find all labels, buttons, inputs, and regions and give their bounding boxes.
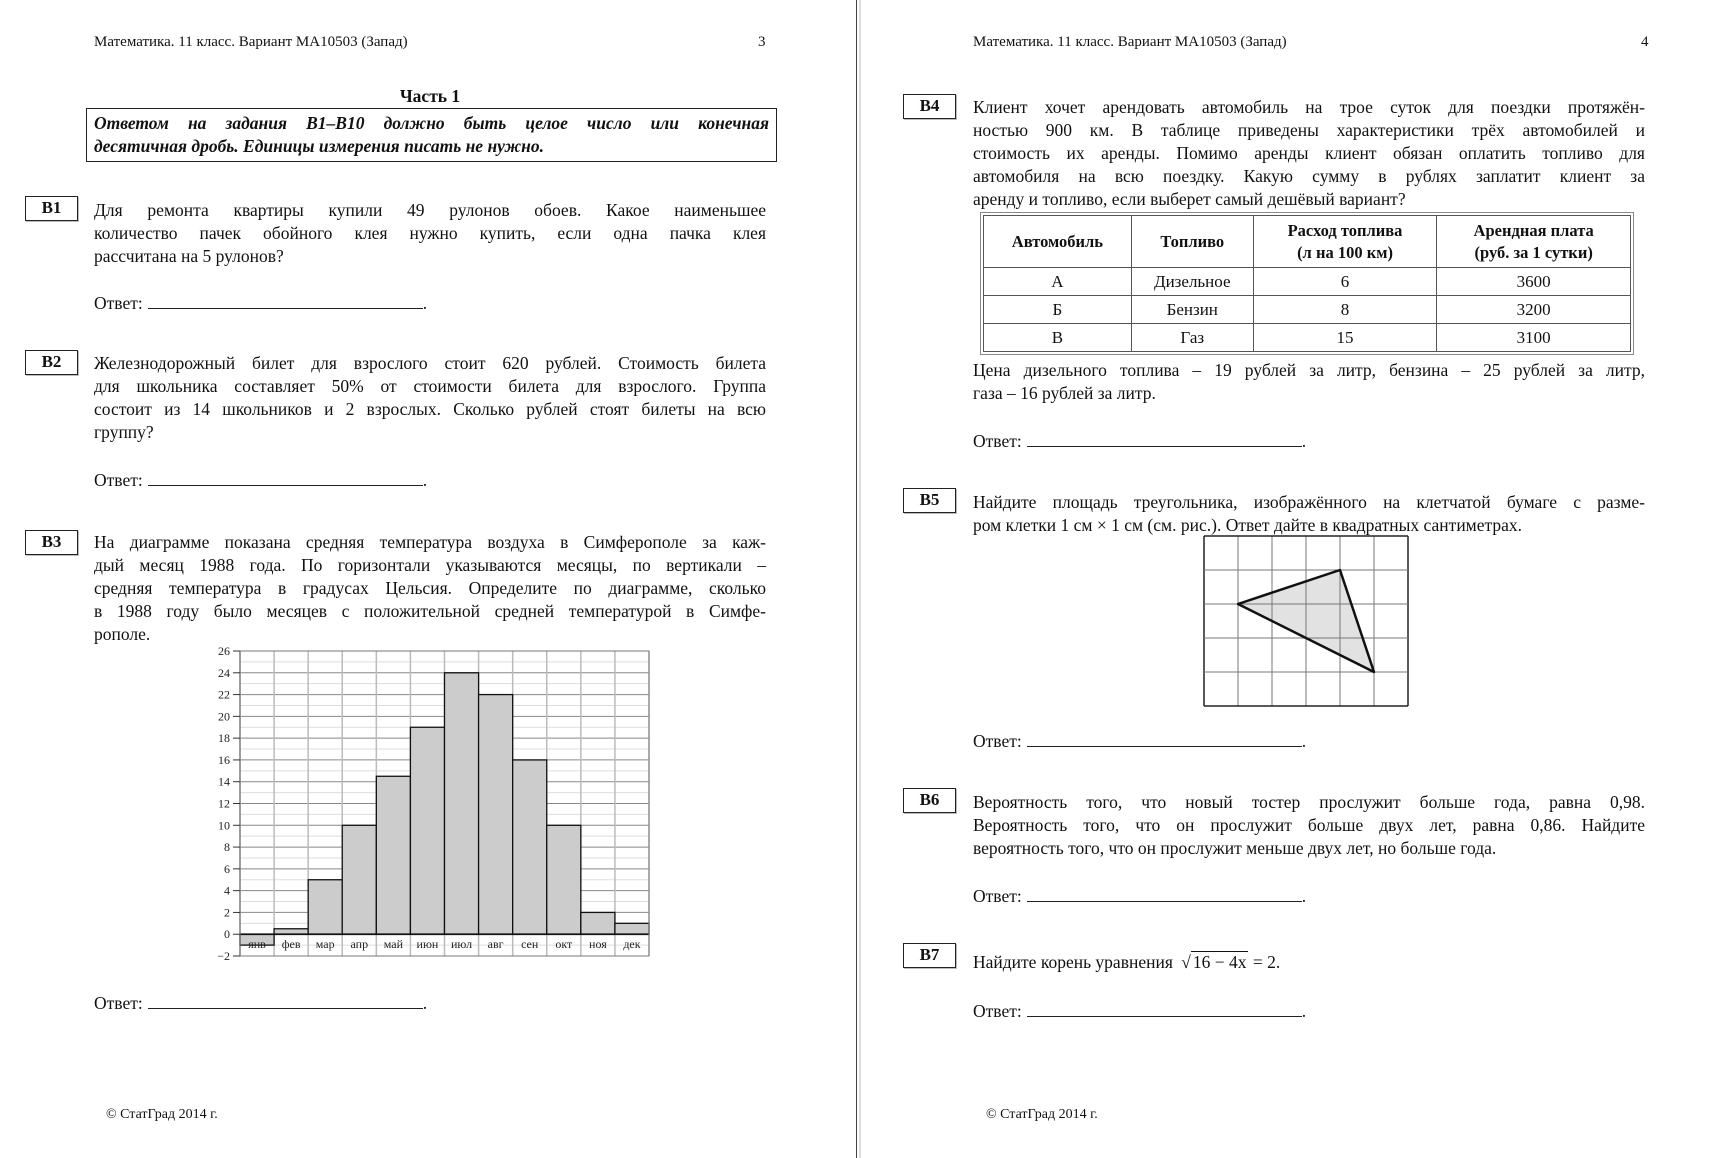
text-line: в 1988 году было месяцев с положительной средней температурой в Симфе- [94, 601, 766, 621]
footer-copyright: © СтатГрад 2014 г. [986, 1107, 1098, 1122]
fuel-prices-text [973, 359, 1645, 405]
text-line: Найдите площадь треугольника, изображённого на клетчатой бумаге с разме- [973, 492, 1645, 512]
cell-car: А [984, 268, 1132, 296]
answer-label: Ответ: [973, 886, 1022, 906]
cell-fuel: Бензин [1131, 296, 1253, 324]
text-line: состоит из 14 школьников и 2 взрослых. Сколько рублей стоят билеты на всю [94, 399, 766, 419]
answer-label: Ответ: [973, 731, 1022, 751]
column-header-rent: Арендная плата (руб. за 1 сутки) [1437, 216, 1631, 268]
svg-text:8: 8 [224, 840, 230, 855]
page-divider-shadow [859, 0, 861, 1158]
svg-text:фев: фев [281, 937, 301, 952]
answer-b6: Ответ: . [973, 886, 1307, 906]
question-label-b2: B2 [25, 350, 78, 375]
answer-field[interactable] [148, 994, 423, 1009]
cell-consumption: 6 [1253, 268, 1437, 296]
svg-text:18: 18 [218, 731, 230, 746]
cell-car: Б [984, 296, 1132, 324]
part-title: Часть 1 [399, 86, 461, 106]
question-label-b5: B5 [903, 488, 956, 513]
answer-b2: Ответ: . [94, 470, 428, 490]
text-line: Для ремонта квартиры купили 49 рулонов обоев. Какое наименьшее [94, 200, 766, 220]
text-line: рассчитана на 5 рулонов? [94, 246, 284, 266]
cell-car: В [984, 324, 1132, 352]
answer-b1: Ответ: . [94, 293, 428, 313]
svg-text:янв: янв [248, 937, 266, 952]
answer-label: Ответ: [973, 431, 1022, 451]
question-label-b7: B7 [903, 943, 956, 968]
cell-consumption: 8 [1253, 296, 1437, 324]
svg-text:дек: дек [623, 937, 641, 952]
bar-сен [513, 760, 547, 934]
svg-text:20: 20 [218, 709, 230, 724]
svg-text:16: 16 [218, 752, 230, 767]
text-line: для школьника составляет 50% от стоимости билета для взрослого. Группа [94, 376, 766, 396]
svg-text:мар: мар [315, 937, 335, 952]
bar-июл [445, 673, 479, 934]
answer-b3: Ответ: . [94, 993, 428, 1013]
text-line: количество пачек обойного клея нужно купить, если одна пачка клея [94, 223, 766, 243]
question-label-b4: B4 [903, 94, 956, 119]
question-b3-text [94, 531, 766, 646]
column-header-car: Автомобиль [984, 216, 1132, 268]
table-row [984, 268, 1631, 296]
svg-text:июл: июл [451, 937, 473, 952]
instruction-line: десятичная дробь. Единицы измерения писать не нужно. [94, 136, 544, 156]
svg-text:ноя: ноя [589, 937, 607, 952]
page-header: Математика. 11 класс. Вариант МА10503 (Запад) [973, 34, 1287, 50]
question-b6-text [973, 791, 1645, 860]
question-b7-text [973, 951, 1280, 974]
question-b4-text [973, 96, 1645, 211]
text-line: автомобиля на всю поездку. Какую сумму в рублях заплатит клиент за [973, 166, 1645, 186]
table-row [984, 324, 1631, 352]
cell-rent: 3200 [1437, 296, 1631, 324]
svg-text:14: 14 [218, 774, 230, 789]
cell-fuel: Дизельное [1131, 268, 1253, 296]
text-line: аренду и топливо, если выберет самый дешёвый вариант? [973, 189, 1406, 209]
svg-text:12: 12 [218, 796, 230, 811]
cell-rent: 3600 [1437, 268, 1631, 296]
text-line: дый месяц 1988 года. По горизонтали указываются месяцы, по вертикали – [94, 555, 766, 575]
answer-label: Ответ: [973, 1001, 1022, 1021]
bar-авг [479, 695, 513, 935]
text-line: ностью 900 км. В таблице приведены характеристики трёх автомобилей и [973, 120, 1645, 140]
text-line: Клиент хочет арендовать автомобиль на трое суток для поездки протяжён- [973, 97, 1645, 117]
text-line: газа – 16 рублей за литр. [973, 383, 1156, 403]
svg-text:авг: авг [487, 937, 504, 952]
svg-text:−2: −2 [217, 949, 230, 963]
answer-field[interactable] [1027, 1002, 1302, 1017]
page-divider [856, 0, 857, 1158]
svg-text:22: 22 [218, 687, 230, 702]
question-label-b1: B1 [25, 196, 78, 221]
sqrt-symbol-icon: √ [1181, 952, 1191, 972]
question-b1-text [94, 199, 766, 268]
answer-label: Ответ: [94, 293, 143, 313]
text-line: рополе. [94, 624, 151, 644]
page-number: 4 [1641, 34, 1649, 50]
text-line: На диаграмме показана средняя температура воздуха в Симферополе за каж- [94, 532, 766, 552]
svg-text:2: 2 [224, 905, 230, 920]
text-line: Вероятность того, что новый тостер прослужит больше года, равна 0,98. [973, 792, 1645, 812]
instruction-line: Ответом на задания B1–B10 должно быть целое число или конечная [94, 113, 769, 133]
text-line: группу? [94, 422, 154, 442]
page-header: Математика. 11 класс. Вариант МА10503 (Запад) [94, 34, 408, 50]
text-line: средняя температура в градусах Цельсия. Определите по диаграмме, сколько [94, 578, 766, 598]
bar-окт [547, 825, 581, 934]
bar-ноя [581, 912, 615, 934]
text-line: стоимость их аренды. Помимо аренды клиент обязан оплатить топливо для [973, 143, 1645, 163]
cell-rent: 3100 [1437, 324, 1631, 352]
question-label-b6: B6 [903, 788, 956, 813]
svg-text:6: 6 [224, 861, 230, 876]
answer-field[interactable] [148, 294, 423, 309]
text-line: Железнодорожный билет для взрослого стоит 620 рублей. Стоимость билета [94, 353, 766, 373]
text-line: Вероятность того, что он прослужит больше двух лет, равна 0,86. Найдите [973, 815, 1645, 835]
svg-text:июн: июн [416, 937, 439, 952]
triangle-grid-figure [1202, 534, 1410, 708]
answer-b5: Ответ: . [973, 731, 1307, 751]
footer-copyright: © СтатГрад 2014 г. [106, 1107, 218, 1122]
question-b5-text [973, 491, 1645, 537]
column-header-consumption: Расход топлива (л на 100 км) [1253, 216, 1437, 268]
page-number: 3 [758, 34, 766, 50]
question-b2-text [94, 352, 766, 444]
question-label-b3: B3 [25, 530, 78, 555]
temperature-bar-chart [195, 640, 665, 970]
radicand: 16 − 4x [1192, 952, 1247, 972]
bar-май [376, 776, 410, 934]
column-header-fuel: Топливо [1131, 216, 1253, 268]
svg-text:апр: апр [350, 937, 369, 952]
text-line: Цена дизельного топлива – 19 рублей за литр, бензина – 25 рублей за литр, [973, 360, 1645, 380]
answer-field[interactable] [1027, 732, 1302, 747]
answer-field[interactable] [1027, 887, 1302, 902]
answer-b4: Ответ: . [973, 431, 1307, 451]
svg-text:сен: сен [521, 937, 539, 952]
text-line: ром клетки 1 см × 1 см (см. рис.). Ответ дайте в квадратных сантиметрах. [973, 515, 1523, 535]
equation-rhs: = 2 [1252, 952, 1276, 972]
instruction-box [86, 108, 777, 162]
punctuation: . [1275, 952, 1281, 972]
table-row [984, 296, 1631, 324]
answer-field[interactable] [1027, 432, 1302, 447]
svg-text:24: 24 [218, 665, 230, 680]
cell-fuel: Газ [1131, 324, 1253, 352]
answer-field[interactable] [148, 471, 423, 486]
cell-consumption: 15 [1253, 324, 1437, 352]
bar-мар [308, 880, 342, 934]
svg-text:окт: окт [555, 937, 573, 952]
bar-апр [342, 825, 376, 934]
svg-text:май: май [383, 937, 404, 952]
car-rental-table [983, 215, 1631, 352]
answer-b7: Ответ: . [973, 1001, 1307, 1021]
bar-июн [410, 727, 444, 934]
svg-text:0: 0 [224, 927, 230, 942]
answer-label: Ответ: [94, 993, 143, 1013]
text-line: вероятность того, что он прослужит меньше двух лет, но больше года. [973, 838, 1497, 858]
svg-text:4: 4 [224, 883, 230, 898]
svg-text:26: 26 [218, 644, 230, 658]
text-line: Найдите корень уравнения [973, 952, 1173, 972]
answer-label: Ответ: [94, 470, 143, 490]
table-header-row [984, 216, 1631, 268]
bar-дек [615, 923, 649, 934]
svg-text:10: 10 [218, 818, 230, 833]
